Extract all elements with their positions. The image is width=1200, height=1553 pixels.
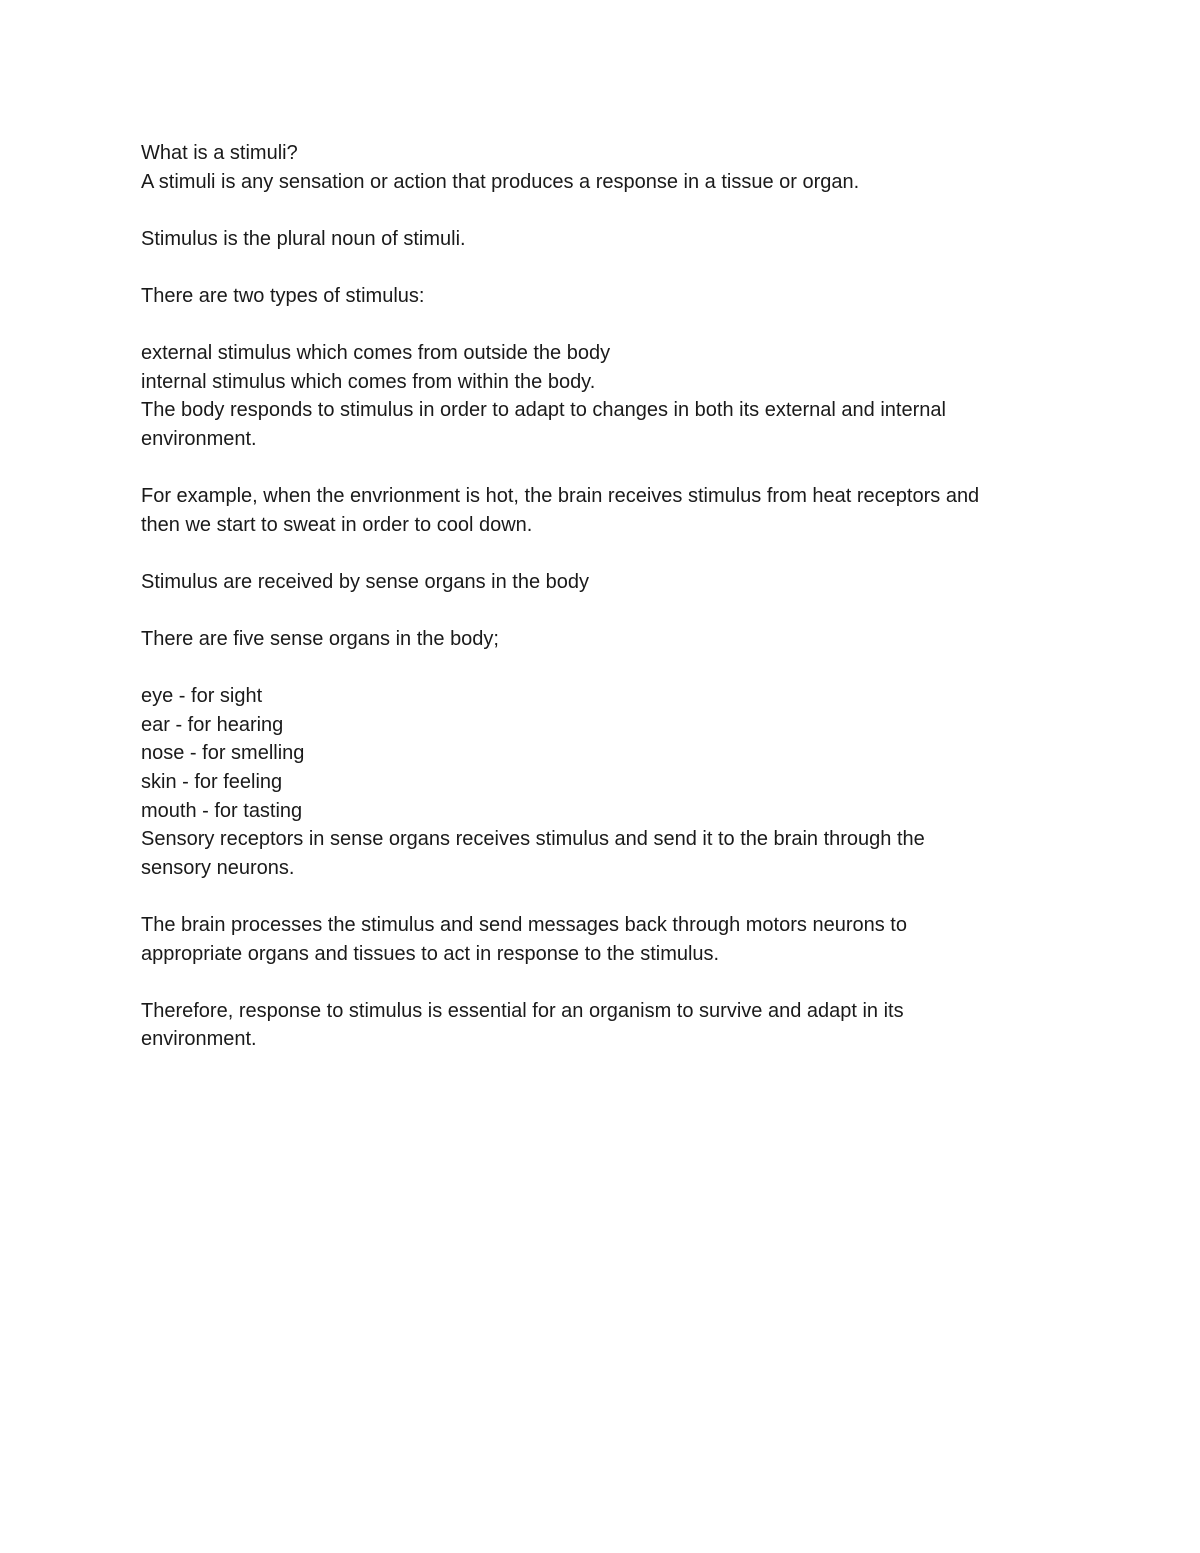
text-line: Therefore, response to stimulus is essential for an organism to survive and adapt in its <box>141 999 904 1022</box>
list-item: mouth - for tasting <box>141 799 303 822</box>
list-item: eye - for sight <box>141 685 263 708</box>
blank-line <box>141 968 1071 997</box>
text-line: A stimuli is any sensation or action that produces a response in a tissue or organ. <box>141 170 860 193</box>
text-line: What is a stimuli? <box>141 142 298 164</box>
blank-line <box>141 539 1071 568</box>
text-line: then we start to sweat in order to cool down. <box>141 513 533 536</box>
list-item: ear - for hearing <box>141 713 284 736</box>
blank-line <box>141 196 1071 225</box>
blank-line <box>141 654 1071 683</box>
text-line: Sensory receptors in sense organs receives stimulus and send it to the brain through the <box>141 828 925 851</box>
text-line: environment. <box>141 427 257 450</box>
text-line: There are five sense organs in the body; <box>141 628 499 651</box>
text-line: The brain processes the stimulus and send messages back through motors neurons to <box>141 914 907 937</box>
text-line: environment. <box>141 1028 257 1051</box>
document-body <box>141 139 1071 1054</box>
text-line: sensory neurons. <box>141 856 295 879</box>
list-item: skin - for feeling <box>141 771 283 794</box>
blank-line <box>141 597 1071 626</box>
text-line: There are two types of stimulus: <box>141 284 425 307</box>
text-line: Stimulus are received by sense organs in the body <box>141 570 590 593</box>
text-line: internal stimulus which comes from within the body. <box>141 370 596 393</box>
text-line: The body responds to stimulus in order to adapt to changes in both its external and internal <box>141 399 946 422</box>
text-line: external stimulus which comes from outside the body <box>141 342 611 365</box>
blank-line <box>141 454 1071 483</box>
blank-line <box>141 311 1071 340</box>
text-line: appropriate organs and tissues to act in response to the stimulus. <box>141 942 720 965</box>
blank-line <box>141 882 1071 911</box>
text-line: Stimulus is the plural noun of stimuli. <box>141 227 466 250</box>
list-item: nose - for smelling <box>141 742 305 765</box>
blank-line <box>141 253 1071 282</box>
text-line: For example, when the envrionment is hot, the brain receives stimulus from heat receptors and <box>141 485 980 508</box>
